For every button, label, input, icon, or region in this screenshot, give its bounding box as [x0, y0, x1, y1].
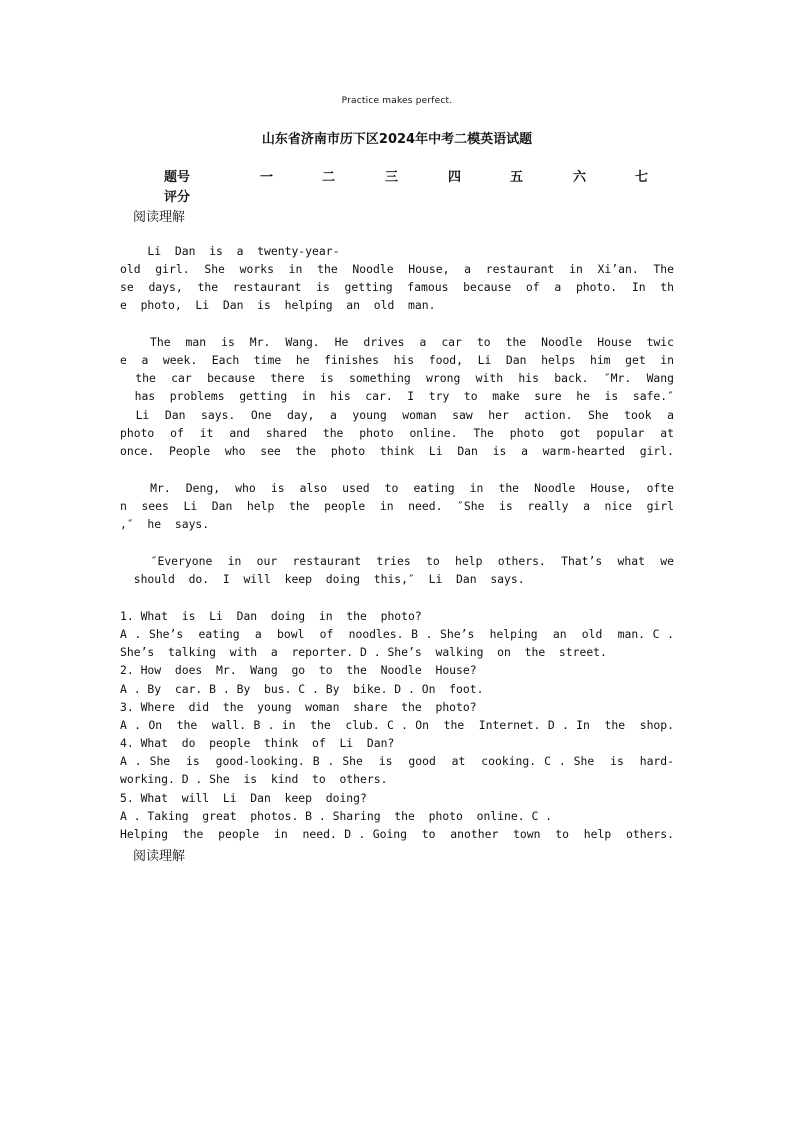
question-line: A . By car. B . By bus. C . By bike. D . On foot.: [120, 682, 484, 696]
question-line: working. D . She is kind to others.: [120, 772, 388, 786]
question-line: A . On the wall. B . in the club. C . On the Internet. D . In the shop.: [120, 718, 674, 732]
question-line: 3. Where did the young woman share the photo?: [120, 700, 477, 714]
score-row2-label: 评分: [164, 190, 191, 205]
question-line: A . She’s eating a bowl of noodles. B . She’s helping an old man. C .: [120, 627, 674, 641]
passage-line: e photo, Li Dan is helping an old man.: [120, 298, 436, 312]
score-column-7: 七: [635, 170, 649, 185]
page-title: 山东省济南市历下区2024年中考二模英语试题: [261, 132, 533, 147]
score-column-5: 五: [510, 170, 524, 185]
score-row-label: 题号: [164, 170, 191, 185]
question-line: 5. What will Li Dan keep doing?: [120, 791, 367, 805]
passage-line: once. People who see the photo think Li Dan is a warm-hearted girl.: [120, 444, 674, 458]
passage-line: should do. I will keep doing this,″ Li Dan says.: [120, 572, 525, 586]
passage-line: has problems getting in his car. I try to make sure he is safe.″: [120, 389, 674, 403]
question-line: 4. What do people think of Li Dan?: [120, 736, 395, 750]
question-line: 2. How does Mr. Wang go to the Noodle House?: [120, 663, 477, 677]
section-heading-2: 阅读理解: [133, 849, 186, 864]
passage-line: ″Everyone in our restaurant tries to help others. That’s what we: [120, 554, 674, 568]
passage-line: Li Dan says. One day, a young woman saw her action. She took a: [120, 408, 674, 422]
score-column-6: 六: [573, 170, 587, 185]
passage-line: the car because there is something wrong with his back. ″Mr. Wang: [120, 371, 674, 385]
passage-line: e a week. Each time he finishes his food, Li Dan helps him get in: [120, 353, 674, 367]
passage-line: ,″ he says.: [120, 517, 210, 531]
question-line: She’s talking with a reporter. D . She’s walking on the street.: [120, 645, 607, 659]
passage-line: photo of it and shared the photo online. The photo got popular at: [120, 426, 674, 440]
question-line: 1. What is Li Dan doing in the photo?: [120, 609, 422, 623]
score-column-4: 四: [448, 170, 462, 185]
section-heading: 阅读理解: [133, 210, 186, 225]
question-line: A . She is good-looking. B . She is good at cooking. C . She is hard-: [120, 754, 674, 768]
score-column-1: 一: [260, 170, 274, 185]
score-column-2: 二: [322, 170, 336, 185]
passage-line: The man is Mr. Wang. He drives a car to the Noodle House twic: [120, 335, 674, 349]
score-column-3: 三: [385, 170, 399, 185]
score-table-row: [164, 166, 664, 184]
passage-line: n sees Li Dan help the people in need. ″She is really a nice girl: [120, 499, 674, 513]
question-line: A . Taking great photos. B . Sharing the photo online. C .: [120, 809, 553, 823]
passage-line: Li Dan is a twenty-year-: [120, 244, 340, 258]
question-line: Helping the people in need. D . Going to another town to help others.: [120, 827, 674, 841]
passage-line: Mr. Deng, who is also used to eating in the Noodle House, ofte: [120, 481, 674, 495]
passage-line: old girl. She works in the Noodle House, a restaurant in Xi’an. The: [120, 262, 674, 276]
header-note: Practice makes perfect.: [341, 96, 453, 106]
passage-line: se days, the restaurant is getting famous because of a photo. In th: [120, 280, 674, 294]
